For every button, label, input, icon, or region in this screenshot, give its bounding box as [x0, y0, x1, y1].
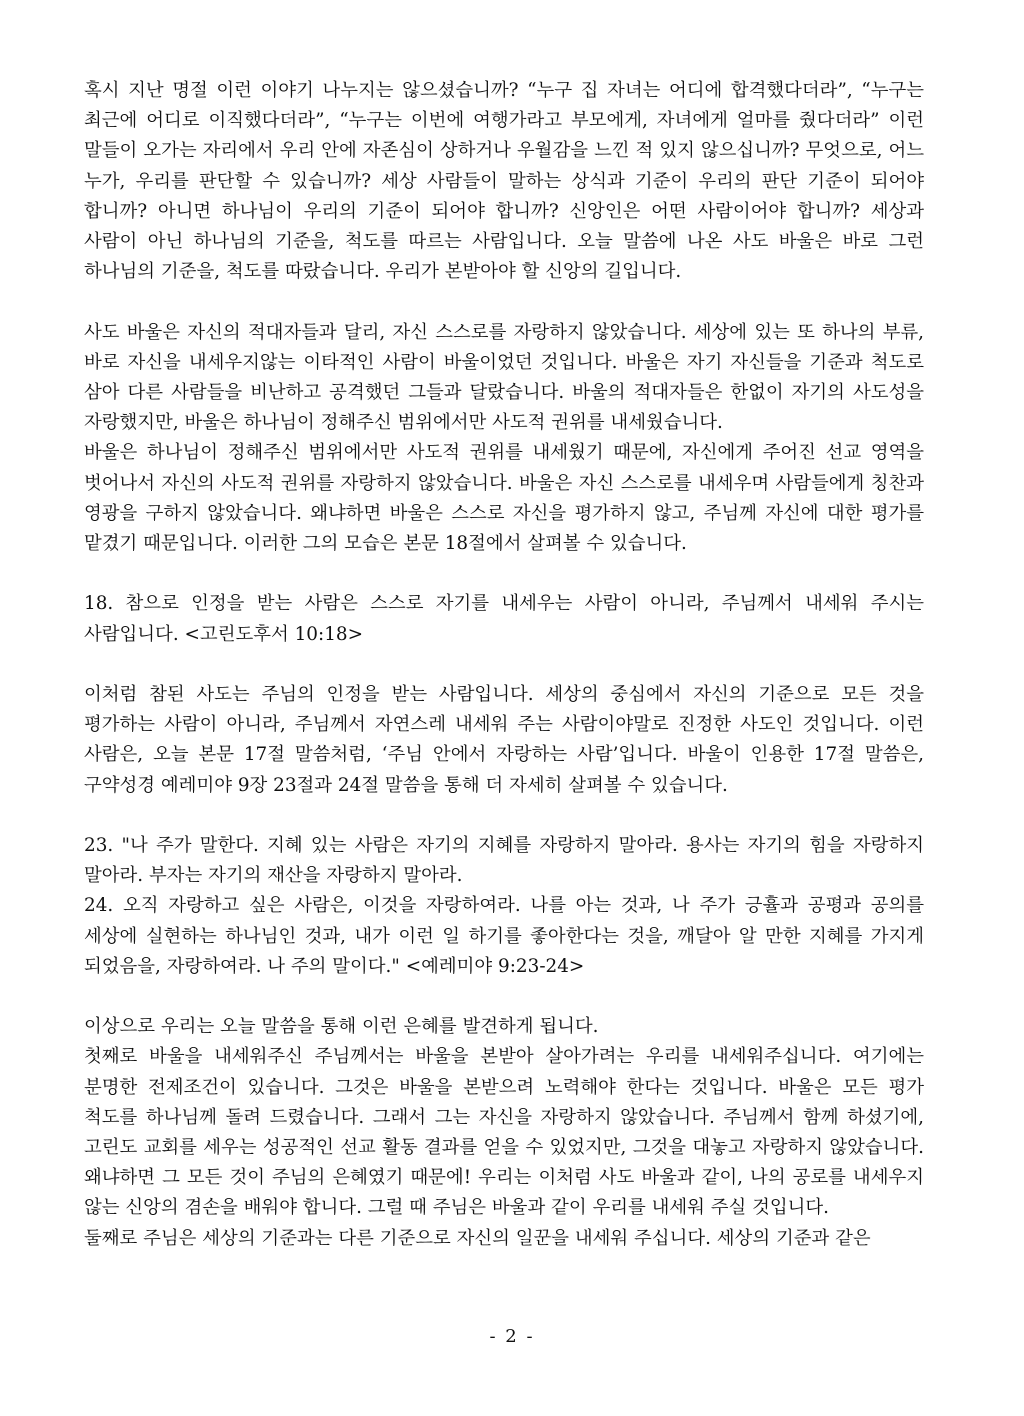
paragraph-paul-1: 사도 바울은 자신의 적대자들과 달리, 자신 스스로를 자랑하지 않았습니다. 세상에 있는 또 하나의 부류, 바로 자신을 내세우지않는 이타적인 사람이 바울이었던 것입니다. 바울은 자기 자신들을 기준과 척도로 삼아 다른 사람들을 비난하고 공격했던 그들과 달랐습니다. 바울의 적대자들은 한없이 자기의 사도성을 자랑했지만, 바울은 하나님이 정해주신 범위에서만 사도적 권위를 내세웠습니다. [84, 321, 924, 434]
paragraph-gap [84, 801, 924, 831]
page-number: - 2 - [489, 1326, 535, 1347]
paragraph-summary: 이상으로 우리는 오늘 말씀을 통해 이런 은혜를 발견하게 됩니다. [84, 1016, 599, 1038]
paragraph-paul-2: 바울은 하나님이 정해주신 범위에서만 사도적 권위를 내세웠기 때문에, 자신에게 주어진 선교 영역을 벗어나서 자신의 사도적 권위를 자랑하지 않았습니다. 바울은 자신 스스로를 내세우며 사람들에게 칭찬과 영광을 구하지 않았습니다. 왜냐하면 바울은 스스로 자신을 평가하지 않고, 주님께 자신에 대한 평가를 맡겼기 때문입니다. 이러한 그의 모습은 본문 18절에서 살펴볼 수 있습니다. [84, 442, 924, 555]
paragraph-second-point: 둘째로 주님은 세상의 기준과는 다른 기준으로 자신의 일꾼을 내세워 주십니다. 세상의 기준과 같은 [84, 1227, 871, 1249]
scripture-quote-2cor: 18. 참으로 인정을 받는 사람은 스스로 자기를 내세우는 사람이 아니라, 주님께서 내세워 주시는 사람입니다. <고린도후서 10:18> [84, 593, 924, 645]
document-body [84, 76, 924, 1254]
paragraph-first-point: 첫째로 바울을 내세워주신 주님께서는 바울을 본받아 살아가려는 우리를 내세워주십니다. 여기에는 분명한 전제조건이 있습니다. 그것은 바울을 본받으려 노력해야 한다는 것입니다. 바울은 모든 평가 척도를 하나님께 돌려 드렸습니다. 그래서 그는 자신을 자랑하지 않았습니다. 주님께서 함께 하셨기에, 고린도 교회를 세우는 성공적인 선교 활동 결과를 얻을 수 있었지만, 그것을 대놓고 자랑하지 않았습니다. 왜냐하면 그 모든 것이 주님의 은혜였기 때문에! 우리는 이처럼 사도 바울과 같이, 나의 공로를 내세우지 않는 신앙의 겸손을 배워야 합니다. 그럴 때 주님은 바울과 같이 우리를 내세워 주실 것입니다. [84, 1046, 924, 1219]
scripture-quote-jer-23: 23. "나 주가 말한다. 지혜 있는 사람은 자기의 지혜를 자랑하지 말아라. 용사는 자기의 힘을 자랑하지 말아라. 부자는 자기의 재산을 자랑하지 말아라. [84, 835, 924, 887]
paragraph-gap [84, 559, 924, 589]
paragraph-gap [84, 287, 924, 317]
paragraph-true-apostle: 이처럼 참된 사도는 주님의 인정을 받는 사람입니다. 세상의 중심에서 자신의 기준으로 모든 것을 평가하는 사람이 아니라, 주님께서 자연스레 내세워 주는 사람이야말로 진정한 사도인 것입니다. 이런 사람은, 오늘 본문 17절 말씀처럼, ‘주님 안에서 자랑하는 사람’입니다. 바울이 인용한 17절 말씀은, 구약성경 예레미야 9장 23절과 24절 말씀을 통해 더 자세히 살펴볼 수 있습니다. [84, 684, 924, 796]
scripture-quote-jer-24: 24. 오직 자랑하고 싶은 사람은, 이것을 자랑하여라. 나를 아는 것과, 나 주가 긍휼과 공평과 공의를 세상에 실현하는 하나님인 것과, 내가 이런 일 하기를 좋아한다는 것을, 깨달아 알 만한 지혜를 가지게 되었음을, 자랑하여라. 나 주의 말이다." <예레미야 9:23-24> [84, 895, 924, 977]
paragraph-intro: 혹시 지난 명절 이런 이야기 나누지는 않으셨습니까? “누구 집 자녀는 어디에 합격했다더라”, “누구는 최근에 어디로 이직했다더라”, “누구는 이번에 여행가라고 부모에게, 자녀에게 얼마를 줬다더라” 이런 말들이 오가는 자리에서 우리 안에 자존심이 상하거나 우월감을 느낀 적 있지 않으십니까? 무엇으로, 어느 누가, 우리를 판단할 수 있습니까? 세상 사람들이 말하는 상식과 기준이 우리의 판단 기준이 되어야 합니까? 아니면 하나님이 우리의 기준이 되어야 합니까? 신앙인은 어떤 사람이어야 합니까? 세상과 사람이 아닌 하나님의 기준을, 척도를 따르는 사람입니다. 오늘 말씀에 나온 사도 바울은 바로 그런 하나님의 기준을, 척도를 따랐습니다. 우리가 본받아야 할 신앙의 길입니다. [84, 80, 924, 283]
paragraph-gap [84, 650, 924, 680]
paragraph-gap [84, 982, 924, 1012]
